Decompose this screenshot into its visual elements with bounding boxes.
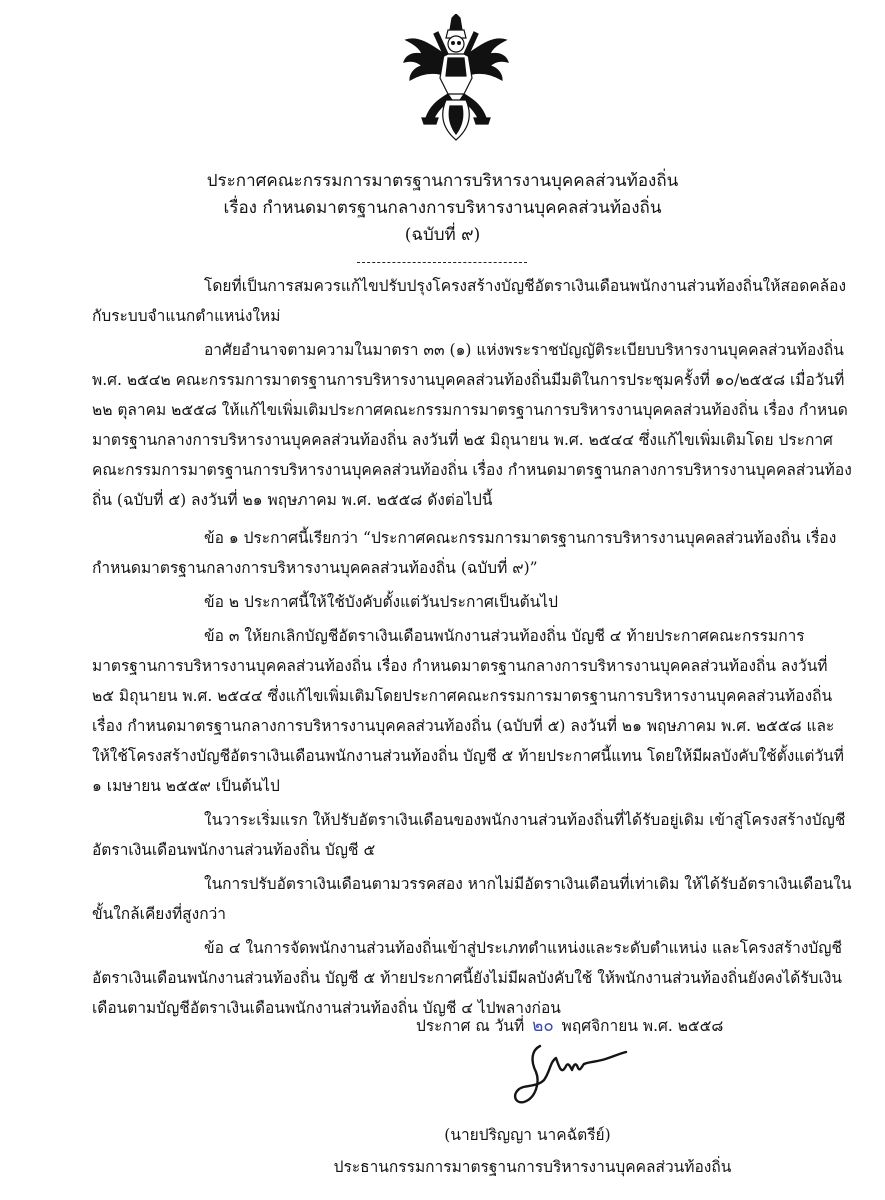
paragraph-preamble: โดยที่เป็นการสมควรแก้ไขปรับปรุงโครงสร้างบัญชีอัตราเงินเดือนพนักงานส่วนท้องถิ่นให้สอดคล้องกับระบบจำแนกตำแหน่งใหม่	[92, 277, 847, 325]
signer-position: ประธานกรรมการมาตรฐานการบริหารงานบุคคลส่วนท้องถิ่น	[333, 1158, 732, 1176]
signature-icon	[510, 1040, 630, 1110]
paragraph-authority: อาศัยอำนาจตามความในมาตรา ๓๓ (๑) แห่งพระราชบัญญัติระเบียบบริหารงานบุคคลส่วนท้องถิ่น พ.ศ. ๒๕๔๒ คณะกรรมการมาตรฐานการบริหารงานบุคคลส่วนท้องถิ่นมีมติในการประชุมครั้งที่ ๑๐/๒๕๕๘ เมื่อวันที่ ๒๒ ตุลาคม ๒๕๕๘ ให้แก้ไขเพิ่มเติมประกาศคณะกรรมการมาตรฐานการบริหารงานบุคคลส่วนท้องถิ่น เรื่อง กำหนดมาตรฐานกลางการบริหารงานบุคคลส่วนท้องถิ่น ลงวันที่ ๒๕ มิถุนายน พ.ศ. ๒๕๔๔ ซึ่งแก้ไขเพิ่มเติมโดย ประกาศคณะกรรมการมาตรฐานการบริหารงานบุคคลส่วนท้องถิ่น เรื่อง กำหนดมาตรฐานกลางการบริหารงานบุคคลส่วนท้องถิ่น (ฉบับที่ ๕) ลงวันที่ ๒๑ พฤษภาคม พ.ศ. ๒๕๕๘ ดังต่อไปนี้	[92, 341, 852, 509]
date-suffix: พฤศจิกายน พ.ศ. ๒๕๕๘	[561, 1017, 724, 1035]
date-prefix: ประกาศ ณ วันที่	[416, 1017, 525, 1035]
garuda-emblem-icon	[400, 14, 512, 142]
paragraph-clause-1: ข้อ ๑ ประกาศนี้เรียกว่า “ประกาศคณะกรรมการมาตรฐานการบริหารงานบุคคลส่วนท้องถิ่น เรื่อง กำหนดมาตรฐานกลางการบริหารงานบุคคลส่วนท้องถิ่น (ฉบับที่ ๙)”	[92, 529, 837, 577]
paragraph-clause-4: ข้อ ๔ ในการจัดพนักงานส่วนท้องถิ่นเข้าสู่ประเภทตำแหน่งและระดับตำแหน่ง และโครงสร้างบัญชีอัตราเงินเดือนพนักงานส่วนท้องถิ่น บัญชี ๕ ท้ายประกาศนี้ยังไม่มีผลบังคับใช้ ให้พนักงานส่วนท้องถิ่นยังคงได้รับเงินเดือนตามบัญชีอัตราเงินเดือนพนักงานส่วนท้องถิ่น บัญชี ๔ ไปพลางก่อน	[92, 939, 842, 1017]
paragraph-clause-3: ข้อ ๓ ให้ยกเลิกบัญชีอัตราเงินเดือนพนักงานส่วนท้องถิ่น บัญชี ๔ ท้ายประกาศคณะกรรมการมาตรฐานการบริหารงานบุคคลส่วนท้องถิ่น เรื่อง กำหนดมาตรฐานกลางการบริหารงานบุคคลส่วนท้องถิ่น ลงวันที่ ๒๕ มิถุนายน พ.ศ. ๒๕๔๔ ซึ่งแก้ไขเพิ่มเติมโดยประกาศคณะกรรมการมาตรฐานการบริหารงานบุคคลส่วนท้องถิ่น เรื่อง กำหนดมาตรฐานกลางการบริหารงานบุคคลส่วนท้องถิ่น (ฉบับที่ ๕) ลงวันที่ ๒๑ พฤษภาคม พ.ศ. ๒๕๕๘ และให้ใช้โครงสร้างบัญชีอัตราเงินเดือนพนักงานส่วนท้องถิ่น บัญชี ๕ ท้ายประกาศนี้แทน โดยให้มีผลบังคับใช้ตั้งแต่วันที่ ๑ เมษายน ๒๕๕๙ เป็นต้นไป	[92, 627, 844, 795]
paragraph-clause-3-para-2: ในวาระเริ่มแรก ให้ปรับอัตราเงินเดือนของพนักงานส่วนท้องถิ่นที่ได้รับอยู่เดิม เข้าสู่โครงสร้างบัญชีอัตราเงินเดือนพนักงานส่วนท้องถิ่น บัญชี ๕	[92, 811, 846, 859]
title-line-2: เรื่อง กำหนดมาตรฐานกลางการบริหารงานบุคคลส่วนท้องถิ่น	[223, 198, 662, 218]
document-body	[92, 271, 852, 1023]
title-line-1: ประกาศคณะกรรมการมาตรฐานการบริหารงานบุคคลส่วนท้องถิ่น	[206, 171, 679, 191]
announcement-date	[416, 1012, 723, 1039]
signer-name: (นายปริญญา นาคฉัตรีย์)	[444, 1126, 611, 1144]
date-day-handwritten: ๒๐	[532, 1016, 554, 1036]
title-divider	[357, 262, 527, 263]
paragraph-clause-3-para-3: ในการปรับอัตราเงินเดือนตามวรรคสอง หากไม่มีอัตราเงินเดือนที่เท่าเดิม ให้ได้รับอัตราเงินเดือนในขั้นใกล้เคียงที่สูงกว่า	[92, 875, 852, 923]
title-line-3: (ฉบับที่ ๙)	[404, 225, 481, 245]
document-title	[0, 168, 885, 249]
paragraph-clause-2: ข้อ ๒ ประกาศนี้ให้ใช้บังคับตั้งแต่วันประกาศเป็นต้นไป	[204, 593, 558, 611]
